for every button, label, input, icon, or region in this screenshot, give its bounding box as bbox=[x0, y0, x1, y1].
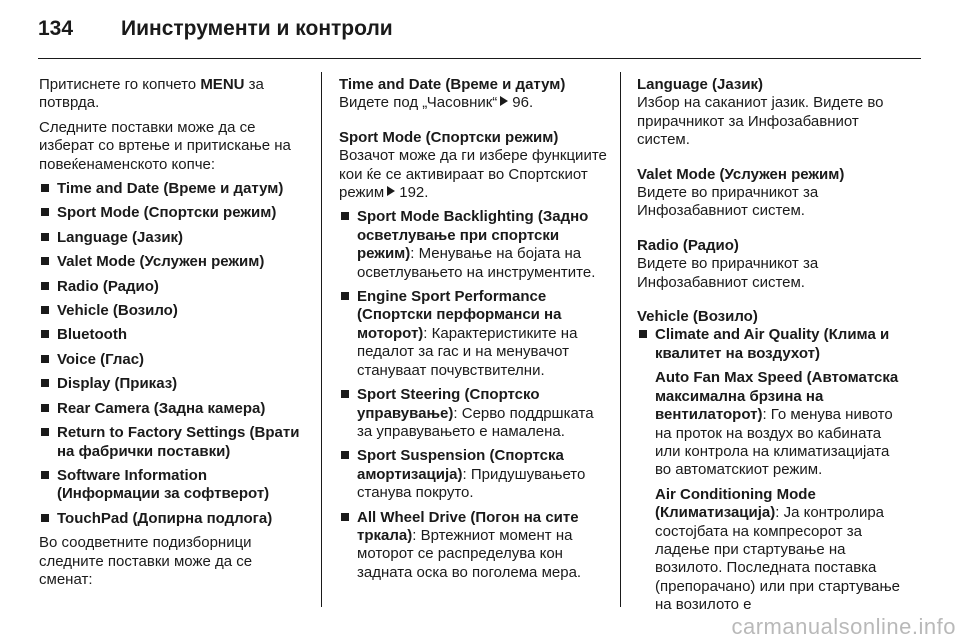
list-item-label: Time and Date (Време и датум) bbox=[57, 180, 284, 198]
list-item-label: Software Information (Информации за софтверот) bbox=[57, 466, 270, 503]
sport-mode-list bbox=[339, 208, 607, 582]
intro-text-end: за потврда. bbox=[39, 76, 264, 112]
section-text: Видете под „Часовник“ bbox=[339, 94, 498, 112]
square-bullet-icon bbox=[341, 390, 349, 398]
section-heading: Time and Date (Време и датум) bbox=[339, 76, 566, 93]
section-heading: Language (Јазик) bbox=[637, 76, 764, 93]
page-reference-arrow-icon bbox=[387, 186, 395, 196]
section-vehicle bbox=[637, 308, 909, 615]
list-item-label: Radio (Радио) bbox=[57, 277, 159, 295]
list-item bbox=[339, 208, 607, 282]
header-rule bbox=[38, 58, 921, 59]
section-time-date bbox=[339, 76, 607, 113]
square-bullet-icon bbox=[41, 282, 49, 290]
intro-paragraph-1 bbox=[39, 76, 307, 113]
section-radio bbox=[637, 237, 909, 292]
section-text: Избор на саканиот јазик. Видете во прирачникот за Инфозабавниот систем. bbox=[637, 94, 884, 149]
section-heading: Radio (Радио) bbox=[637, 236, 739, 254]
square-bullet-icon bbox=[41, 184, 49, 192]
list-item-title: Sport Suspension (Спортска амортизација) bbox=[357, 447, 564, 483]
vehicle-list bbox=[637, 326, 909, 614]
list-item-label: Valet Mode (Услужен режим) bbox=[57, 253, 265, 271]
page-reference: 96. bbox=[512, 94, 534, 112]
list-item bbox=[39, 326, 307, 344]
list-item bbox=[339, 288, 607, 380]
section-text: Видете во прирачникот за Инфозабавниот систем. bbox=[637, 184, 819, 220]
section-valet-mode bbox=[637, 166, 909, 221]
square-bullet-icon bbox=[41, 257, 49, 265]
square-bullet-icon bbox=[41, 428, 49, 436]
list-item-label: TouchPad (Допирна подлога) bbox=[57, 509, 273, 527]
square-bullet-icon bbox=[41, 404, 49, 412]
list-item bbox=[637, 326, 909, 614]
square-bullet-icon bbox=[341, 451, 349, 459]
list-item bbox=[339, 509, 607, 583]
square-bullet-icon bbox=[41, 514, 49, 522]
square-bullet-icon bbox=[41, 306, 49, 314]
list-item-label: Language (Јазик) bbox=[57, 228, 184, 246]
page-header bbox=[38, 14, 920, 54]
list-item bbox=[339, 447, 607, 502]
section-text: Видете во прирачникот за Инфозабавниот систем. bbox=[637, 255, 819, 291]
list-item bbox=[39, 180, 307, 198]
list-item-label: Sport Mode (Спортски режим) bbox=[57, 204, 277, 222]
sub-item-fan-speed bbox=[655, 369, 909, 479]
list-item-desc: : Менување на бојата на осветлувањето на инструментите. bbox=[357, 245, 596, 281]
square-bullet-icon bbox=[41, 471, 49, 479]
list-item-title: Climate and Air Quality (Клима и квалитет на воздухот) bbox=[655, 326, 890, 362]
list-item bbox=[39, 424, 307, 461]
list-item-desc: : Придушувањето станува покруто. bbox=[357, 465, 586, 502]
page-reference-arrow-icon bbox=[500, 96, 508, 106]
square-bullet-icon bbox=[341, 513, 349, 521]
list-item bbox=[339, 386, 607, 441]
list-item-label: Display (Приказ) bbox=[57, 375, 178, 393]
square-bullet-icon bbox=[41, 233, 49, 241]
square-bullet-icon bbox=[41, 330, 49, 338]
intro-text: Притиснете го копчето bbox=[39, 76, 201, 93]
list-item-label: Bluetooth bbox=[57, 326, 127, 344]
sub-item-title: Auto Fan Max Speed (Автоматска максимална брзина на вентилаторот) bbox=[655, 369, 899, 424]
list-item bbox=[39, 204, 307, 222]
outro-paragraph: Во соодветните подизборници следните поставки може да се сменат: bbox=[39, 534, 253, 588]
square-bullet-icon bbox=[341, 212, 349, 220]
column-2 bbox=[339, 76, 607, 588]
list-item bbox=[39, 351, 307, 369]
list-item-desc: : Серво поддршката за управувањето е намалена. bbox=[357, 404, 594, 440]
list-item-label: Rear Camera (Задна камера) bbox=[57, 399, 266, 417]
section-sport-mode bbox=[339, 129, 607, 203]
list-item-title: Sport Steering (Спортско управување) bbox=[357, 386, 540, 422]
section-heading: Valet Mode (Услужен режим) bbox=[637, 165, 845, 183]
list-item bbox=[39, 467, 307, 504]
list-item bbox=[39, 400, 307, 418]
section-heading: Sport Mode (Спортски режим) bbox=[339, 128, 559, 146]
list-item bbox=[39, 253, 307, 271]
sub-item-air-conditioning bbox=[655, 486, 909, 615]
watermark: carmanualsonline.info bbox=[731, 614, 956, 639]
page-title: Иинструменти и контроли bbox=[121, 17, 393, 40]
section-language bbox=[637, 76, 909, 150]
section-heading: Vehicle (Возило) bbox=[637, 308, 758, 326]
sub-item-desc: : Ја контролира состојбата на компресорот за ладење при стартување на возилото. Последната поставка (препорачано) или при стартување на возилото е bbox=[655, 504, 901, 614]
list-item-title: All Wheel Drive (Погон на сите тркала) bbox=[357, 508, 579, 544]
column-divider-1 bbox=[321, 72, 322, 607]
column-3 bbox=[637, 76, 909, 621]
list-item bbox=[39, 375, 307, 393]
square-bullet-icon bbox=[639, 330, 647, 338]
intro-paragraph-2: Следните поставки може да се изберат со вртење и притискање на повеќенаменското копче: bbox=[39, 118, 291, 173]
square-bullet-icon bbox=[41, 355, 49, 363]
list-item-desc: : Вртежниот момент на моторот се распределува кон задната оска во поголема мера. bbox=[357, 526, 582, 581]
page-reference: 192. bbox=[399, 184, 429, 202]
sub-item-title: Air Conditioning Mode (Климатизација) bbox=[655, 485, 816, 522]
settings-list bbox=[39, 180, 307, 528]
sub-item-desc: : Го менува нивото на проток на воздух во кабината или контрола на климатизацијата во автоматскиот режим. bbox=[655, 406, 893, 479]
column-1 bbox=[39, 76, 307, 595]
page-number: 134 bbox=[38, 17, 74, 40]
menu-key-label: MENU bbox=[200, 76, 245, 93]
list-item-label: Voice (Глас) bbox=[57, 350, 145, 368]
column-divider-2 bbox=[620, 72, 621, 607]
list-item-title: Engine Sport Performance (Спортски перформанси на моторот) bbox=[357, 288, 562, 342]
section-text: Возачот може да ги избере функциите кои ќе се активираат во Спортскиот режим bbox=[339, 147, 607, 202]
list-item-desc: : Карактеристиките на педалот за гас и на менувачот стануваат почувствителни. bbox=[357, 324, 578, 379]
list-item bbox=[39, 510, 307, 528]
square-bullet-icon bbox=[41, 379, 49, 387]
list-item-label: Vehicle (Возило) bbox=[57, 302, 178, 320]
list-item bbox=[39, 278, 307, 296]
list-item-title: Sport Mode Backlighting (Задно осветлување при спортски режим) bbox=[357, 208, 589, 263]
list-item bbox=[39, 229, 307, 247]
list-item bbox=[39, 302, 307, 320]
list-item-label: Return to Factory Settings (Врати на фабрички поставки) bbox=[57, 424, 300, 460]
square-bullet-icon bbox=[341, 292, 349, 300]
square-bullet-icon bbox=[41, 208, 49, 216]
